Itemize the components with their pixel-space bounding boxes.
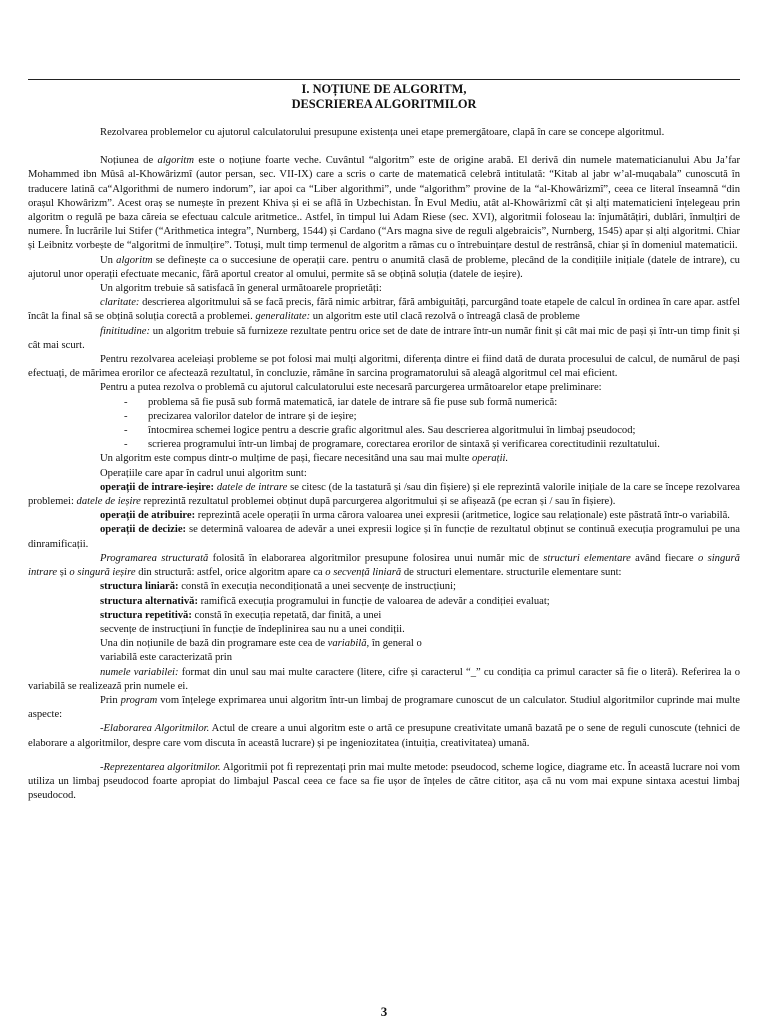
- text-run: se determină valoarea de adevăr a unei expresii logice și în funcție de rezultatul obținut se continuă execuția programului pe una dinramificații.: [28, 524, 740, 550]
- paragraph-operations: [28, 452, 740, 466]
- term-intrare-iesire: operații de intrare-ieșire:: [100, 481, 215, 493]
- text-run: constă în execuția necondiționată a unei secvențe de instrucțiuni;: [178, 581, 456, 593]
- chapter-title: [28, 82, 740, 112]
- list-item-text: scrierea programului într-un limbaj de programare, corectarea erorilor de sintaxă și verificarea corectitudinii rezultatului.: [148, 439, 660, 451]
- text-run: Un: [100, 254, 117, 266]
- text-run: folosită în elaborarea algoritmilor presupune folosirea unui număr mic de: [208, 552, 544, 564]
- text-run: din structură: astfel, orice algoritm apare ca: [135, 567, 326, 579]
- term-structura-alternativa: structura alternativă:: [100, 595, 198, 607]
- paragraph-stages-intro: Pentru a putea rezolva o problemă cu ajutorul calculatorului este necesară parcurgerea următoarelor etape preliminare:: [100, 382, 602, 394]
- text-run: se citesc (de la tastatură și /sau din fișiere) și ele reprezintă valorile inițiale de la care se începe rezolvarea problemei:: [28, 481, 741, 508]
- bullet-dash: -: [124, 410, 128, 422]
- text-run: un algoritm este util clacă rezolvă o întreagă clasă de probleme: [310, 311, 580, 323]
- term-atribuire: operații de atribuire:: [100, 510, 196, 522]
- term-programare-structurata: Programarea structurată: [100, 552, 209, 564]
- text-run: Noțiunea de: [100, 155, 158, 167]
- term-structura-repetitiva: structura repetitivă:: [100, 609, 192, 621]
- paragraph-claritate: [28, 296, 740, 324]
- paragraph-structured-programming: [28, 552, 740, 580]
- paragraph-operations-list-intro: Operațiile care apar în cadrul unui algoritm sunt:: [100, 467, 307, 479]
- text-run: de structuri elementare. structurile elementare sunt:: [401, 567, 622, 579]
- text-run: Algoritmii pot fi reprezentați prin mai multe metode: pseudocod, scheme logice, diagrame etc. În această lucrare noi vom utiliza un limbaj pseudocod foarte apropiat do limbajul Pascal ceea ce face sa fie ușor de înțeles de către cititor, așa că nu vom mai expune sintaxa acestui limbaj pseudocod.: [28, 761, 740, 802]
- paragraph-representation: [28, 761, 740, 804]
- text-run: descrierea algoritmului să se facă precis, fără nimic arbitrar, fără ambiguități, parcurgând toate etapele de calcul în ordinea în care apar. astfel încât la final să se obțină soluția corectă a problemei.: [28, 297, 740, 323]
- text-run: format din unul sau mai multe caractere (litere, cifre și caracterul “_” cu condiția ca primul caracter să fie o literă). Referirea la o variabilă se realizează prin numele ei.: [28, 666, 740, 692]
- paragraph-decision: [28, 523, 740, 551]
- term-secventa-liniara: o secvență liniară: [325, 567, 402, 579]
- text-run: -: [100, 761, 104, 773]
- paragraph-properties-intro: Un algoritm trebuie să satisfacă în general următoarele proprietăți:: [100, 283, 382, 295]
- list-item: [28, 438, 740, 452]
- paragraph-definition: [28, 254, 740, 282]
- paragraph-program: [28, 694, 740, 722]
- text-run: este o noțiune foarte veche. Cuvântul “algoritm” este de origine arabă. El derivă din numele matematicianului Abu Ja’far Mohammed ibn Mûsâ al-Khowârizmî (autor persan, sec. VII-IX) care a scris o carte de matematică celebră intitulată: “Kitab al jabr w’al-muqabala” cunoscută în traducere latină ca“Algorithmi de numero indorum”, iar apoi ca “Liber algorithmi”, unde “algorithm” provine de la “al-Khowârizmî”, ceea ce literal înseamnă “din orașul Khowârizm”. Acest oraș se numește în prezent Khiva și ei se află în Uzbechistan. În Evul Mediu, atât al-Khowârizmî cât și alți matematicieni înțelegeau prin algoritm o regulă pe baza căreia se efectuau calcule aritmetice.. Astfel, în timpul lui Adam Riese (sec. XVI), algoritmii foloseau la: înjumătățiri, dublări, înmulțiri de numere. În lucrările lui Stifer (“Arithmetica integra”, Nurnberg, 1544) și Cardano (“Ars magna sive de reguli algebraicis”, Nurnberg, 1545) apar și alți algoritmi. Chiar și Leibnitz vorbește de “algoritmi de înmulțire”. Totuși, mult timp termenul de algoritm a rămas cu o întrebuințare destul de restrânsă, chiar și în domeniul matematicii.: [28, 155, 740, 252]
- paragraph-history: [28, 154, 740, 253]
- text-run: în general o: [369, 638, 422, 650]
- paragraph-repetitive-continuation: secvențe de instrucțiuni în funcție de îndeplinirea sau nu a unei condiții.: [100, 623, 405, 635]
- paragraph-alternative-structure: [28, 595, 740, 609]
- text-run: având fiecare: [630, 552, 698, 564]
- paragraph-finititudine: [28, 325, 740, 353]
- text-run: ramifică execuția programului in funcție de valoarea de adevăr a condiției evaluat;: [197, 595, 550, 607]
- paragraph-repetitive-structure: [28, 609, 740, 623]
- term-singura-iesire: o singură ieșire: [69, 567, 136, 579]
- text-run: Actul de creare a unui algoritm este o artă ce presupune creativitate umană bazată pe o sene de reguli cunoscute (tehnici de elaborare a algoritmilor, despre care vom discuta în această lucrare) și pe ingeniozitatea (intuiția, creativitatea) umană.: [28, 723, 740, 749]
- list-item: [28, 424, 740, 438]
- term-structuri-elementare: structuri elementare: [543, 552, 631, 564]
- term-date-iesire: datele de ieșire: [76, 496, 141, 508]
- paragraph-variable-characterized: variabilă este caracterizată prin: [100, 652, 233, 664]
- text-run: un algoritm trebuie să furnizeze rezultate pentru orice set de date de intrare într-un număr finit și cât mai mic de pași și într-un timp finit și cât mai scurt.: [28, 325, 740, 351]
- term-claritate: claritate:: [100, 297, 140, 309]
- term-date-intrare: datele de intrare: [216, 481, 288, 493]
- term-operatii: operații.: [471, 453, 509, 465]
- body-text: [28, 126, 740, 803]
- text-run: Una din noțiunile de bază din programare este cea de: [100, 638, 328, 650]
- term-singura-intrare: o singură intrare: [28, 552, 740, 579]
- list-item-text: precizarea valorilor datelor de intrare și de ieșire;: [148, 410, 357, 422]
- term-elaborarea-algoritmilor: Elaborarea Algoritmilor.: [103, 723, 210, 735]
- paragraph-efficiency: Pentru rezolvarea aceleiași probleme se pot folosi mai mulți algoritmi, diferența dintre ei fiind dată de durata procesului de calcul, de numărul de pași efectuați, de mărimea erorilor ce afectează rezultatul, în concluzie, rămâne în sarcina programatorului să aleagă algoritmul cel mai eficient.: [28, 354, 740, 380]
- bullet-dash: -: [124, 439, 128, 451]
- term-algoritm: algoritm: [157, 155, 195, 167]
- text-run: Prin: [100, 694, 121, 706]
- paragraph-elaboration: [28, 722, 740, 750]
- bullet-dash: -: [124, 396, 128, 408]
- term-structura-liniara: structura liniară:: [100, 581, 179, 593]
- term-variabila: variabilă,: [327, 638, 370, 650]
- chapter-title-line2: DESCRIEREA ALGORITMILOR: [291, 97, 477, 111]
- paragraph-variable: [28, 637, 740, 651]
- text-run: -: [100, 723, 104, 735]
- term-reprezentarea-algoritmilor: Reprezentarea algoritmilor.: [103, 761, 221, 773]
- list-item-text: întocmirea schemei logice pentru a descrie grafic algoritmul ales. Sau descrierea algoritmului în limbaj pseudocod;: [148, 425, 636, 437]
- term-generalitate: generalitate:: [255, 311, 311, 323]
- paragraph-io-operations: [28, 481, 740, 509]
- document-page: [28, 0, 740, 1024]
- paragraph-intro: Rezolvarea problemelor cu ajutorul calculatorului presupune existența unei etape premergătoare, clapă în care se concepe algoritmul.: [100, 127, 665, 138]
- list-item: [28, 410, 740, 424]
- term-decizie: operații de decizie:: [100, 524, 187, 536]
- paragraph-variable-name: [28, 666, 740, 694]
- list-item: [28, 396, 740, 410]
- term-finititudine: finititudine:: [100, 325, 151, 337]
- chapter-title-line1: I. NOȚIUNE DE ALGORITM,: [301, 82, 467, 96]
- term-algoritm: algoritm: [116, 254, 153, 266]
- paragraph-assignment: [28, 509, 740, 523]
- top-rule: [28, 79, 740, 80]
- text-run: vom înțelege exprimarea unui algoritm într-un limbaj de programare cunoscut de un calculator. Studiul algoritmilor cuprinde mai multe aspecte:: [28, 694, 740, 721]
- text-run: se definește ca o succesiune de operații care. pentru o anumită clasă de probleme, plecând de la condițiile inițiale (datele de intrare), cu ajutorul unor operații efectuate mecanic, fără aportul creator al omului, permite să se obțină soluția (datele de ieșire).: [28, 254, 740, 280]
- text-run: constă în execuția repetată, dar finită, a unei: [191, 609, 382, 621]
- list-item-text: problema să fie pusă sub formă matematică, iar datele de intrare să fie puse sub formă numerică:: [148, 396, 558, 408]
- text-run: Un algoritm este compus dintr-o mulțime de pași, fiecare necesitând una sau mai multe: [100, 453, 472, 465]
- paragraph-linear-structure: [28, 580, 740, 594]
- text-run: reprezintă acele operații în urma cărora valoarea unei expresii (aritmetice, logice sau relaționale) este păstrată într-o variabilă.: [195, 510, 730, 522]
- term-numele-variabilei: numele variabilei:: [100, 666, 179, 678]
- term-program: program: [120, 694, 158, 706]
- text-run: și: [57, 567, 70, 579]
- text-run: reprezintă rezultatul problemei obținut după parcurgerea algoritmului și se afișează (pe ecran și / sau în fișiere).: [140, 496, 616, 508]
- page-number: 3: [380, 1004, 388, 1019]
- bullet-dash: -: [124, 425, 128, 437]
